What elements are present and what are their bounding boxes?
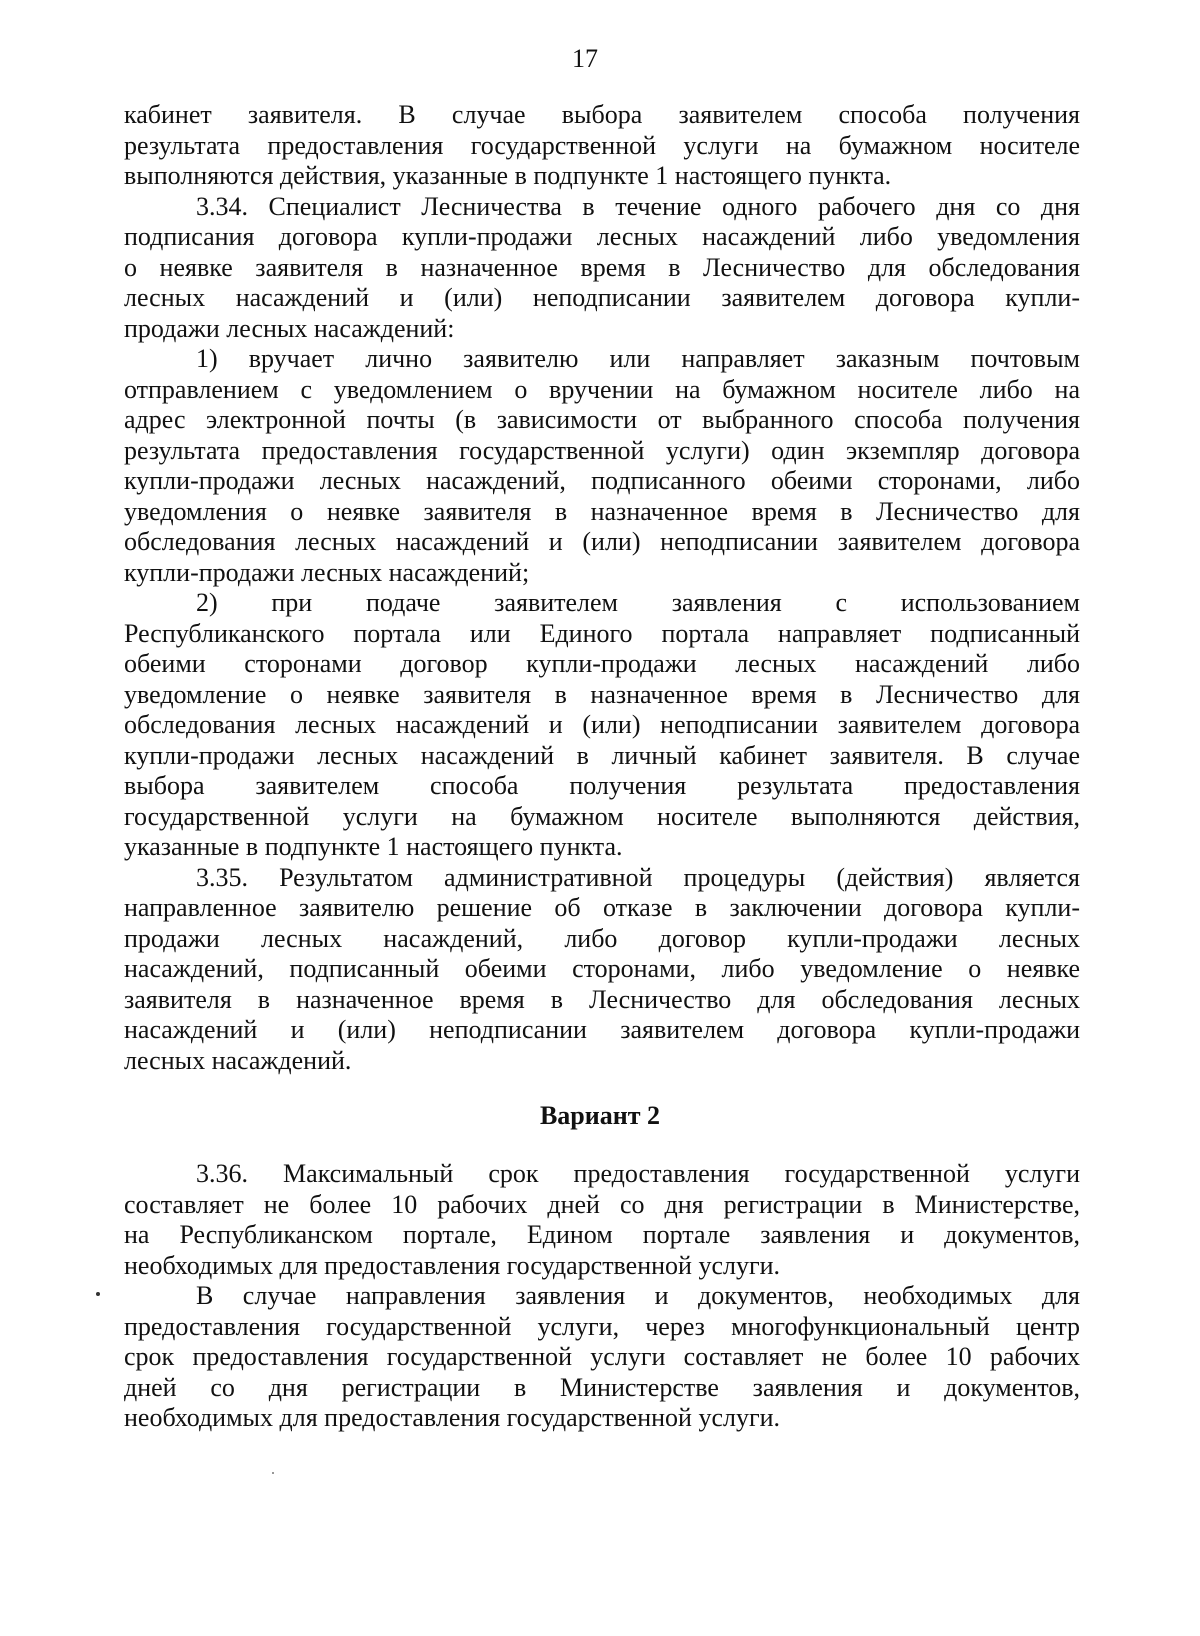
text-line: кабинет заявителя. В случае выбора заявителем способа получения <box>124 100 1080 129</box>
text-line: обеими сторонами договор купли-продажи лесных насаждений либо <box>124 649 1080 678</box>
text-line: насаждений, подписанный обеими сторонами, либо уведомление о неявке <box>124 954 1080 983</box>
text-line: уведомления о неявке заявителя в назначенное время в Лесничество для <box>124 496 1080 526</box>
text-line: срок предоставления государственной услуги составляет не более 10 рабочих <box>124 1342 1080 1371</box>
text-line: обследования лесных насаждений и (или) неподписании заявителем договора <box>124 527 1080 556</box>
text-line: дней со дня регистрации в Министерстве заявления и документов, <box>124 1372 1080 1402</box>
text-line: подписания договора купли-продажи лесных насаждений либо уведомления <box>124 222 1080 251</box>
text-line: В случае направления заявления и документов, необходимых для <box>196 1281 1080 1310</box>
text-line: заявителя в назначенное время в Лесничество для обследования лесных <box>124 984 1080 1014</box>
text-line: насаждений и (или) неподписании заявителем договора купли-продажи <box>124 1015 1080 1044</box>
text-line: лесных насаждений. <box>124 1045 352 1075</box>
text-line: уведомление о неявке заявителя в назначенное время в Лесничество для <box>124 679 1080 709</box>
text-line: указанные в подпункте 1 настоящего пункта. <box>124 832 623 861</box>
text-line: о неявке заявителя в назначенное время в Лесничество для обследования <box>124 252 1080 282</box>
text-line: лесных насаждений и (или) неподписании заявителем договора купли- <box>124 283 1080 312</box>
text-line: 3.36. Максимальный срок предоставления государственной услуги <box>196 1159 1080 1188</box>
text-line: необходимых для предоставления государственной услуги. <box>124 1250 781 1280</box>
text-line: государственной услуги на бумажном носителе выполняются действия, <box>124 801 1080 831</box>
text-line: продажи лесных насаждений: <box>124 313 455 343</box>
scan-speck <box>272 1472 274 1474</box>
body-text-block-2 <box>124 1159 1080 1434</box>
text-line: на Республиканском портале, Едином портале заявления и документов, <box>124 1220 1080 1249</box>
text-line: купли-продажи лесных насаждений; <box>124 557 530 587</box>
text-line: направленное заявителю решение об отказе в заключении договора купли- <box>124 893 1080 922</box>
text-line: результата предоставления государственной услуги) один экземпляр договора <box>124 435 1080 465</box>
text-line: 2) при подаче заявителем заявления с использованием <box>196 588 1080 617</box>
text-line: предоставления государственной услуги, через многофункциональный центр <box>124 1311 1080 1341</box>
text-line: 1) вручает лично заявителю или направляет заказным почтовым <box>196 344 1080 373</box>
text-line: обследования лесных насаждений и (или) неподписании заявителем договора <box>124 710 1080 739</box>
text-line: необходимых для предоставления государственной услуги. <box>124 1403 781 1432</box>
text-line: отправлением с уведомлением о вручении на бумажном носителе либо на <box>124 374 1080 404</box>
body-text-block-1 <box>124 100 1080 1076</box>
text-line: Республиканского портала или Единого портала направляет подписанный <box>124 618 1080 648</box>
text-line: купли-продажи лесных насаждений в личный кабинет заявителя. В случае <box>124 740 1080 770</box>
scan-speck <box>96 1292 100 1296</box>
text-line: 3.34. Специалист Лесничества в течение одного рабочего дня со дня <box>196 191 1080 221</box>
page-number: 17 <box>572 44 598 73</box>
text-line: купли-продажи лесных насаждений, подписанного обеими сторонами, либо <box>124 466 1080 495</box>
text-line: выбора заявителем способа получения результата предоставления <box>124 771 1080 800</box>
text-line: составляет не более 10 рабочих дней со дня регистрации в Министерстве, <box>124 1189 1080 1219</box>
section-heading: Вариант 2 <box>539 1101 661 1130</box>
text-line: адрес электронной почты (в зависимости от выбранного способа получения <box>124 405 1080 434</box>
text-line: результата предоставления государственной услуги на бумажном носителе <box>124 130 1080 160</box>
text-line: 3.35. Результатом административной процедуры (действия) является <box>196 862 1080 892</box>
text-line: выполняются действия, указанные в подпункте 1 настоящего пункта. <box>124 161 892 190</box>
text-line: продажи лесных насаждений, либо договор купли-продажи лесных <box>124 923 1080 953</box>
